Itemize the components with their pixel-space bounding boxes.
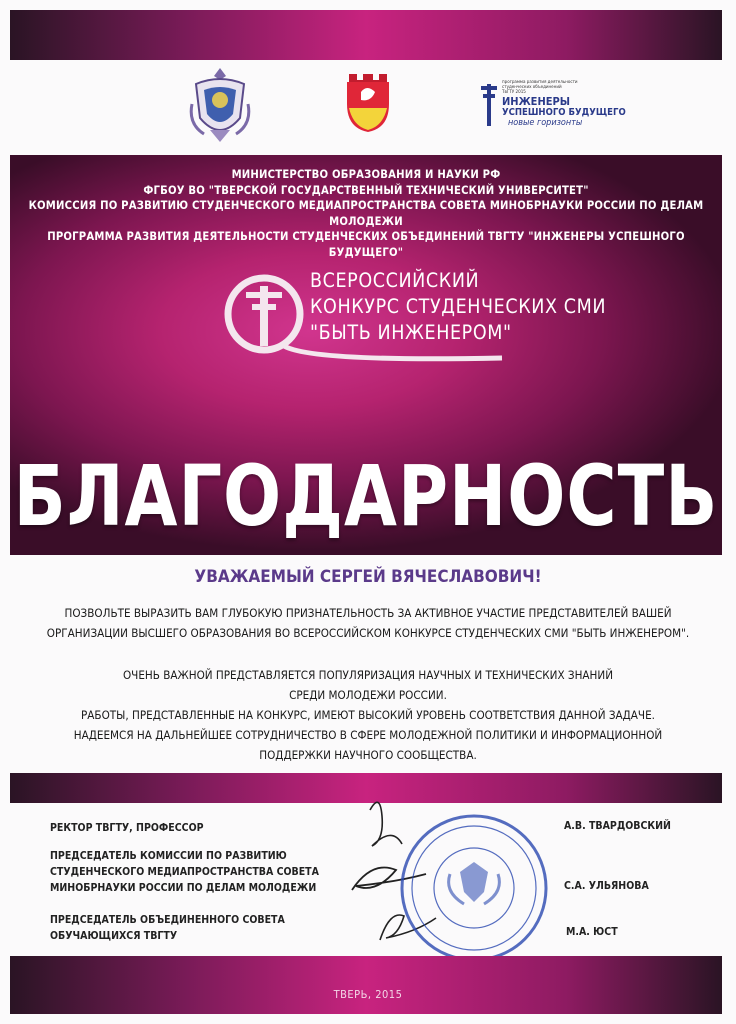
program-small-line-3: ТвГТУ 2015 (502, 90, 526, 95)
importance-line-2: СРЕДИ МОЛОДЕЖИ РОССИИ. (289, 688, 447, 702)
commission-role-line-3: МИНОБРНАУКИ РОССИИ ПО ДЕЛАМ МОЛОДЕЖИ (50, 882, 317, 894)
program-logo-line2: УСПЕШНОГО БУДУЩЕГО (502, 107, 626, 118)
signatory-rector-name: А.В. ТВАРДОВСКИЙ (564, 820, 671, 832)
program-small-line-2: студенческих объединений (502, 85, 562, 90)
commission-role-line-1: ПРЕДСЕДАТЕЛЬ КОМИССИИ ПО РАЗВИТИЮ (50, 850, 287, 862)
footer-city-year: ТВЕРЬ, 2015 (333, 988, 403, 1001)
program-logo-line3: новые горизонты (508, 118, 583, 128)
contest-line1: ВСЕРОССИЙСКИЙ (310, 269, 480, 292)
logos-row (0, 62, 736, 152)
paragraph-gratitude (40, 603, 696, 643)
program-small-line-1: программа развития деятельности (502, 80, 578, 85)
program-cross-icon (478, 82, 500, 128)
council-role-line-1: ПРЕДСЕДАТЕЛЬ ОБЪЕДИНЕННОГО СОВЕТА (50, 914, 285, 926)
coat-of-arms-icon (186, 64, 254, 148)
signatory-rector-role (50, 820, 204, 836)
signatory-commission-role (50, 848, 319, 896)
contest-name (310, 268, 606, 346)
header-block (10, 167, 722, 260)
importance-line-3: РАБОТЫ, ПРЕДСТАВЛЕННЫЕ НА КОНКУРС, ИМЕЮТ ВЫСОКИЙ УРОВЕНЬ СООТВЕТСТВИЯ ДАННОЙ ЗАДАЧЕ. (81, 708, 655, 722)
main-banner (10, 155, 722, 555)
gratitude-line-2: ОРГАНИЗАЦИИ ВЫСШЕГО ОБРАЗОВАНИЯ ВО ВСЕРОССИЙСКОМ КОНКУРСЕ СТУДЕНЧЕСКИХ СМИ "БЫТЬ ИНЖЕНЕРОМ". (46, 626, 690, 640)
importance-line-5: ПОДДЕРЖКИ НАУЧНОГО СООБЩЕСТВА. (259, 748, 477, 762)
contest-line2: КОНКУРС СТУДЕНЧЕСКИХ СМИ (310, 295, 607, 318)
signatory-council-name: М.А. ЮСТ (566, 926, 618, 938)
rector-role-line: РЕКТОР ТВГТУ, ПРОФЕССОР (50, 822, 204, 834)
bottom-decorative-band (10, 956, 722, 1014)
signatory-council-role (50, 912, 285, 944)
city-emblem-icon (343, 70, 393, 134)
top-decorative-band (10, 10, 722, 60)
program-logo (478, 80, 628, 140)
importance-line-1: ОЧЕНЬ ВАЖНОЙ ПРЕДСТАВЛЯЕТСЯ ПОПУЛЯРИЗАЦИЯ НАУЧНЫХ И ТЕХНИЧЕСКИХ ЗНАНИЙ (122, 668, 614, 682)
salutation: УВАЖАЕМЫЙ СЕРГЕЙ ВЯЧЕСЛАВОВИЧ! (194, 567, 542, 587)
council-role-line-2: ОБУЧАЮЩИХСЯ ТВГТУ (50, 930, 178, 942)
header-line-university: ФГБОУ ВО "ТВЕРСКОЙ ГОСУДАРСТВЕННЫЙ ТЕХНИЧЕСКИЙ УНИВЕРСИТЕТ" (143, 183, 589, 197)
header-line-program: ПРОГРАММА РАЗВИТИЯ ДЕЯТЕЛЬНОСТИ СТУДЕНЧЕСКИХ ОБЪЕДИНЕНИЙ ТВГТУ "ИНЖЕНЕРЫ УСПЕШНОГО БУДУЩЕГО" (47, 230, 685, 259)
paragraph-importance (40, 665, 696, 765)
signatory-commission-name: С.А. УЛЬЯНОВА (564, 880, 649, 892)
header-line-ministry: МИНИСТЕРСТВО ОБРАЗОВАНИЯ И НАУКИ РФ (231, 168, 501, 181)
certificate-title: БЛАГОДАРНОСТЬ (13, 447, 719, 545)
contest-line3: "БЫТЬ ИНЖЕНЕРОМ" (310, 321, 512, 344)
official-stamp-icon (398, 812, 550, 964)
header-line-commission: КОМИССИЯ ПО РАЗВИТИЮ СТУДЕНЧЕСКОГО МЕДИАПРОСТРАНСТВА СОВЕТА МИНОБРНАУКИ РОССИИ ПО ДЕЛАМ МОЛОДЕЖИ (28, 199, 704, 228)
commission-role-line-2: СТУДЕНЧЕСКОГО МЕДИАПРОСТРАНСТВА СОВЕТА (50, 866, 319, 878)
program-logo-line1: ИНЖЕНЕРЫ (502, 95, 570, 108)
importance-line-4: НАДЕЕМСЯ НА ДАЛЬНЕЙШЕЕ СОТРУДНИЧЕСТВО В СФЕРЕ МОЛОДЕЖНОЙ ПОЛИТИКИ И ИНФОРМАЦИОННОЙ (73, 728, 663, 742)
gratitude-line-1: ПОЗВОЛЬТЕ ВЫРАЗИТЬ ВАМ ГЛУБОКУЮ ПРИЗНАТЕЛЬНОСТЬ ЗА АКТИВНОЕ УЧАСТИЕ ПРЕДСТАВИТЕЛЕЙ ВАШЕЙ (64, 606, 672, 620)
